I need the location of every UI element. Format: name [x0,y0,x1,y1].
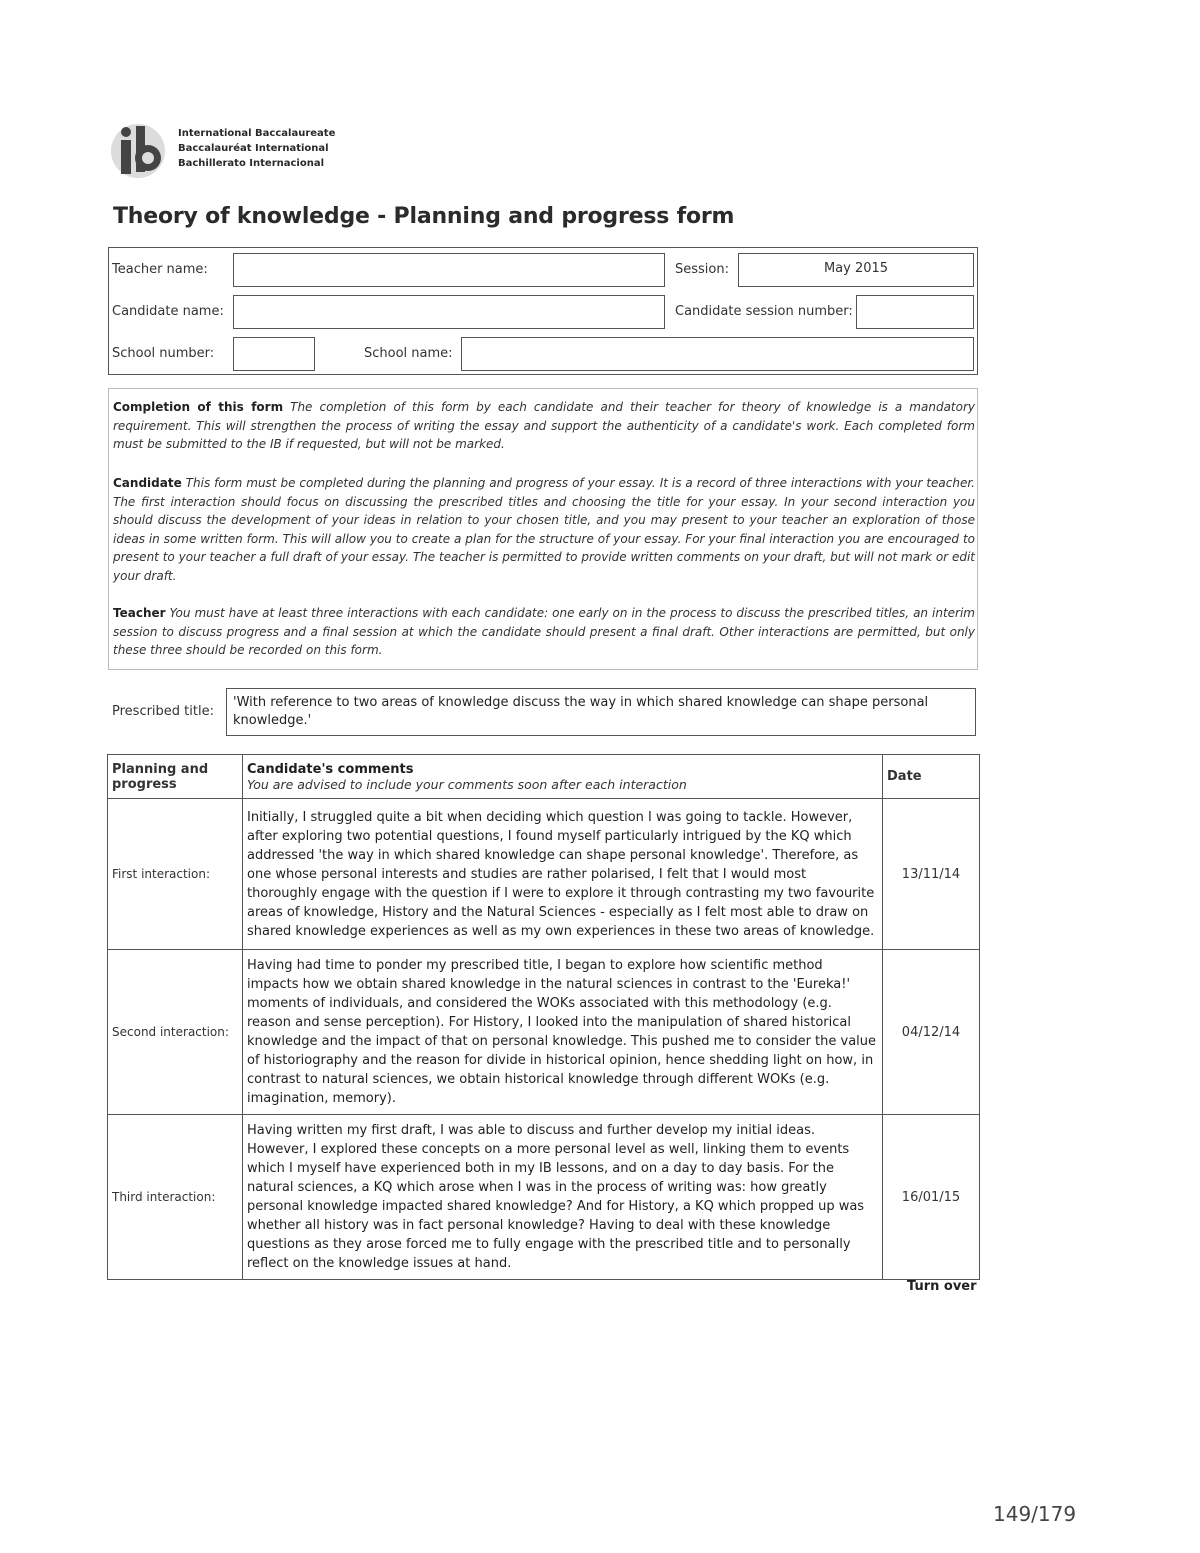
instruction-heading: Completion of this form [113,400,284,414]
logo-line: Bachillerato Internacional [178,158,325,169]
session-value: May 2015 [823,261,889,276]
col-header-planning: Planning and progress [108,755,243,799]
row-stage: Third interaction: [108,1115,243,1280]
instruction-heading: Candidate [113,476,182,490]
instruction-teacher [113,604,975,660]
row-stage: First interaction: [108,799,243,950]
instruction-text: You must have at least three interactions with each candidate: one early on in the process to discuss the prescribed titles, an interim session to discuss progress and a final session at which the candidate should present a final draft. Other interactions are permitted, but only these three should be recorded on this form. [113,606,975,657]
row-comment[interactable]: Initially, I struggled quite a bit when deciding which question I was going to tackle. However, after exploring two potential questions, I found myself particularly intrigued by the KQ which addressed 'the way in which shared knowledge can shape personal knowledge'. Therefore, as one whose personal interests and studies are rather polarised, I felt that I would most thoroughly engage with the question if I were to explore it through contrasting my two favourite areas of knowledge, History and the Natural Sciences - especially as I felt most able to draw on shared knowledge experiences as well as my own experiences in these two areas of knowledge. [243,799,883,950]
row-date[interactable]: 16/01/15 [883,1115,980,1280]
logo-line: International Baccalaureate [178,128,336,139]
candidate-name-field[interactable] [233,295,665,329]
table-row [108,799,980,950]
school-number-field[interactable] [233,337,315,371]
teacher-name-label: Teacher name: [112,262,208,277]
table-header-row [108,755,980,799]
instruction-candidate [113,474,975,585]
page-number: 149/179 [993,1502,1077,1526]
instruction-completion [113,398,975,454]
session-label: Session: [675,262,729,277]
row-date[interactable]: 04/12/14 [883,950,980,1115]
school-number-label: School number: [112,346,215,361]
col-header-comments-subtitle: You are advised to include your comments soon after each interaction [247,776,687,792]
teacher-name-field[interactable] [233,253,665,287]
school-name-field[interactable] [461,337,974,371]
row-stage: Second interaction: [108,950,243,1115]
col-header-comments-title: Candidate's comments [247,761,414,777]
row-comment[interactable]: Having had time to ponder my prescribed title, I began to explore how scientific method impacts how we obtain shared knowledge in the natural sciences in contrast to the 'Eureka!' moments of individuals, and considered the WOKs associated with this methodology (e.g. reason and sense perception). For History, I looked into the manipulation of shared historical knowledge and the impact of that on personal knowledge. This pushed me to consider the value of historiography and the reason for divide in historical opinion, hence shedding light on how, in contrast to natural sciences, we obtain historical knowledge through different WOKs (e.g. imagination, memory). [243,950,883,1115]
school-name-label: School name: [364,346,453,361]
instruction-heading: Teacher [113,606,166,620]
row-date[interactable]: 13/11/14 [883,799,980,950]
logo-line: Baccalauréat International [178,143,329,154]
table-row [108,950,980,1115]
instruction-text: This form must be completed during the planning and progress of your essay. It is a record of three interactions with your teacher. The first interaction should focus on discussing the prescribed titles and choosing the title for your essay. In your second interaction you should discuss the development of your ideas in relation to your chosen title, and you may present to your teacher an exploration of those ideas in some written form. This will allow you to create a plan for the structure of your essay. For your final interaction you are encouraged to present to your teacher a full draft of your essay. The teacher is permitted to provide written comments on your draft, but will not mark or edit your draft. [113,476,975,583]
ib-logo-text [178,126,335,171]
candidate-session-number-label: Candidate session number: [675,304,853,319]
table-row [108,1115,980,1280]
row-comment[interactable]: Having written my first draft, I was able to discuss and further develop my initial ideas. However, I explored these concepts on a more personal level as well, linking them to events which I myself have experienced both in my IB lessons, and on a day to day basis. For the natural sciences, a KQ which arose when I was in the process of writing was: how greatly personal knowledge impacted shared knowledge? And for History, a KQ which propped up was whether all history was in fact personal knowledge? Having to deal with these knowledge questions as they arose forced me to fully engage with the prescribed title and to personally reflect on the knowledge issues at hand. [243,1115,883,1280]
col-header-date: Date [883,755,980,799]
prescribed-title-field[interactable]: 'With reference to two areas of knowledge discuss the way in which shared knowledge can shape personal knowledge.' [226,688,976,736]
col-header-comments [243,755,883,799]
candidate-session-number-field[interactable] [856,295,974,329]
candidate-name-label: Candidate name: [112,304,224,319]
turn-over-note: Turn over [907,1279,977,1294]
planning-progress-table [107,754,980,1280]
session-field[interactable] [738,253,974,287]
ib-logo [108,120,168,182]
instruction-text: The completion of this form by each candidate and their teacher for theory of knowledge is a mandatory requirement. This will strengthen the process of writing the essay and support the authenticity of a candidate's work. Each completed form must be submitted to the IB if requested, but will not be marked. [113,400,976,451]
page-title: Theory of knowledge - Planning and progress form [113,204,735,229]
prescribed-title-label: Prescribed title: [112,704,214,719]
